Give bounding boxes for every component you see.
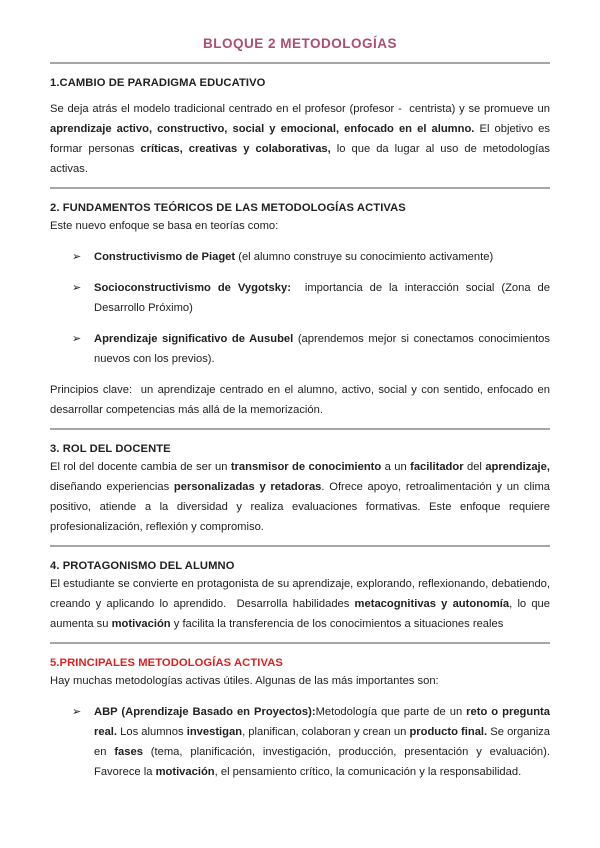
section-divider bbox=[50, 545, 550, 547]
arrow-bullet-icon: ➢ bbox=[72, 333, 82, 345]
bullet-text: Constructivismo de Piaget (el alumno construye su conocimiento activamente) bbox=[94, 251, 494, 263]
paragraph: El estudiante se convierte en protagonista de su aprendizaje, explorando, reflexionando, debatiendo, creando y aplicando lo aprendido. Desarrolla habilidades metacognitivas y autonomía, lo que aumenta su motivación y facilita la transferencia de los conocimientos a situaciones reales bbox=[50, 578, 551, 630]
paragraph: Principios clave: un aprendizaje centrado en el alumno, activo, social y con sentido, enfocado en desarrollar competencias más allá de la memorización. bbox=[50, 384, 550, 416]
arrow-bullet-icon: ➢ bbox=[72, 706, 82, 718]
bullet-item bbox=[50, 702, 550, 782]
document-body bbox=[50, 62, 550, 782]
section-divider bbox=[50, 62, 550, 64]
section-divider bbox=[50, 642, 550, 644]
section-2 bbox=[50, 187, 550, 420]
bullet-text: Aprendizaje significativo de Ausubel (aprendemos mejor si conectamos conocimientos nuevos con los previos). bbox=[94, 333, 550, 365]
section-4 bbox=[50, 545, 550, 634]
bullet-item bbox=[50, 329, 550, 369]
section-5 bbox=[50, 642, 550, 782]
section-1 bbox=[50, 62, 550, 179]
bullet-item bbox=[50, 278, 550, 318]
section-heading: 3. ROL DEL DOCENTE bbox=[50, 443, 171, 455]
document-title: BLOQUE 2 METODOLOGÍAS bbox=[202, 36, 397, 51]
paragraph: Se deja atrás el modelo tradicional centrado en el profesor (profesor - centrista) y se promueve un aprendizaje activo, constructivo, social y emocional, enfocado en el alumno. El objetivo es formar personas críticas, creativas y colaborativas, lo que da lugar al uso de metodologías activas. bbox=[50, 103, 550, 175]
paragraph: Este nuevo enfoque se basa en teorías como: bbox=[50, 220, 279, 232]
section-heading: 5.PRINCIPALES METODOLOGÍAS ACTIVAS bbox=[50, 657, 283, 669]
paragraph: El rol del docente cambia de ser un transmisor de conocimiento a un facilitador del aprendizaje, diseñando experiencias personalizadas y retadoras. Ofrece apoyo, retroalimentación y un clima positivo, atiende a la diversidad y realiza evaluaciones formativas. Este enfoque requiere profesionalización, reflexión y compromiso. bbox=[50, 461, 550, 533]
section-heading: 2. FUNDAMENTOS TEÓRICOS DE LAS METODOLOGÍAS ACTIVAS bbox=[50, 202, 406, 214]
section-heading: 4. PROTAGONISMO DEL ALUMNO bbox=[50, 560, 235, 572]
section-divider bbox=[50, 187, 550, 189]
bullet-item bbox=[50, 247, 550, 267]
section-heading: 1.CAMBIO DE PARADIGMA EDUCATIVO bbox=[50, 77, 266, 89]
paragraph: Hay muchas metodologías activas útiles. Algunas de las más importantes son: bbox=[50, 675, 439, 687]
section-divider bbox=[50, 428, 550, 430]
arrow-bullet-icon: ➢ bbox=[72, 251, 82, 263]
arrow-bullet-icon: ➢ bbox=[72, 282, 82, 294]
bullet-text: ABP (Aprendizaje Basado en Proyectos):Metodología que parte de un reto o pregunta real. Los alumnos investigan, planifican, colaboran y crean un producto final. Se organiza en fases (tema, planificación, investigación, producción, presentación y evaluación). Favorece la motivación, el pensamiento crítico, la comunicación y la responsabilidad. bbox=[94, 706, 550, 778]
bullet-text: Socioconstructivismo de Vygotsky: importancia de la interacción social (Zona de Desarrollo Próximo) bbox=[94, 282, 551, 314]
section-3 bbox=[50, 428, 550, 537]
